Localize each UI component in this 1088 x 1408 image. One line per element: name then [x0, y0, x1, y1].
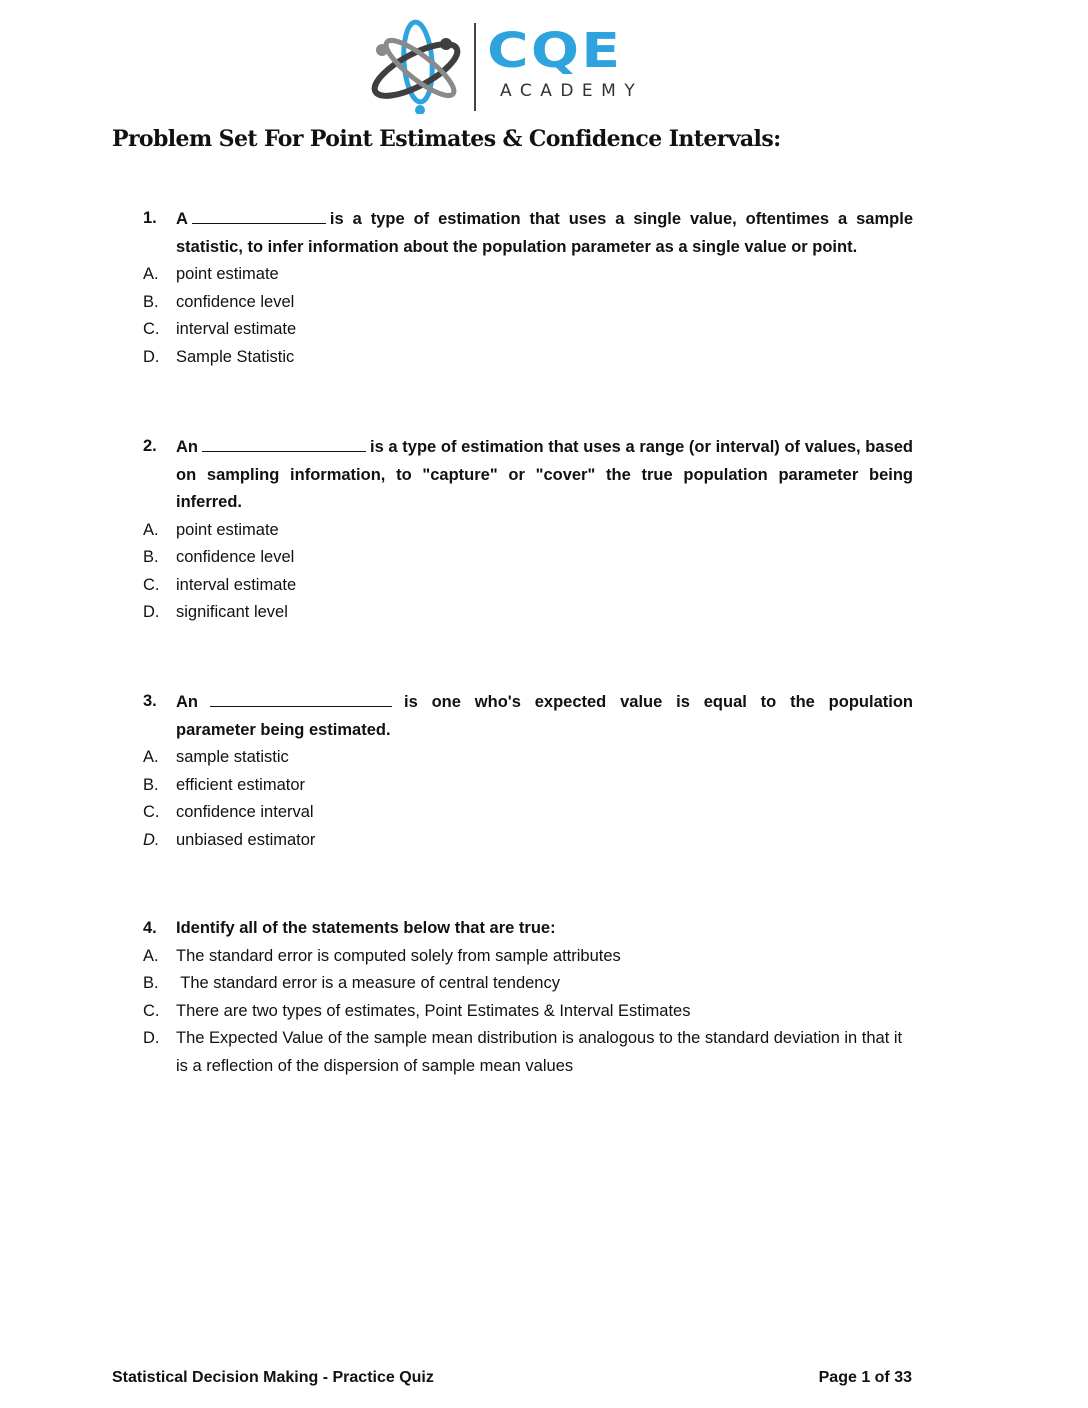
option-a: A. point estimate — [143, 520, 279, 539]
option-c: C. interval estimate — [143, 575, 297, 594]
option-d: D. The Expected Value of the sample mean distribution is analogous to the standard deviation in that it is a reflection of the dispersion of sample mean values — [143, 1029, 903, 1075]
option-b: B. efficient estimator — [143, 775, 306, 794]
question-1 — [143, 205, 913, 371]
answer-blank — [192, 205, 326, 224]
question-number: 2. — [143, 437, 157, 455]
option-d: D. unbiased estimator — [143, 830, 316, 849]
option-b: B. The standard error is a measure of central tendency — [143, 974, 560, 992]
footer-page-number: Page 1 of 33 — [818, 1369, 912, 1386]
option-b: B. confidence level — [143, 292, 295, 311]
question-stem: 1. A is a type of estimation that uses a single value, oftentimes a sample statistic, to infer information about the population parameter as a single value or point. — [143, 205, 913, 261]
options-list — [143, 517, 913, 627]
page-title: Problem Set For Point Estimates & Confidence Intervals: — [112, 126, 781, 152]
logo-wordmark: CQE — [487, 23, 623, 79]
options-list — [143, 744, 913, 854]
question-stem: 3. An is one who's expected value is equal to the population parameter being estimated. — [143, 688, 913, 744]
question-3 — [143, 688, 913, 854]
option-c: C. There are two types of estimates, Point Estimates & Interval Estimates — [143, 1001, 691, 1020]
option-d: D. significant level — [143, 603, 288, 621]
question-4 — [143, 915, 913, 1080]
answer-blank — [210, 688, 392, 707]
option-b: B. confidence level — [143, 548, 295, 566]
footer-document-title: Statistical Decision Making - Practice Quiz — [112, 1369, 434, 1386]
question-number: 4. — [143, 919, 157, 937]
cqe-academy-logo — [366, 18, 661, 114]
option-a: A. point estimate — [143, 265, 279, 283]
option-c: C. interval estimate — [143, 320, 297, 338]
answer-blank — [202, 433, 366, 452]
options-list — [143, 943, 913, 1081]
question-stem: 4. Identify all of the statements below that are true: — [143, 915, 913, 943]
logo-subtitle: ACADEMY — [500, 81, 644, 101]
question-stem: 2. An is a type of estimation that uses a range (or interval) of values, based on sampling information, to "capture" or "cover" the true population parameter being inferred. — [143, 433, 913, 517]
question-number: 3. — [143, 692, 157, 710]
logo-divider — [474, 23, 476, 111]
option-a: A. sample statistic — [143, 748, 289, 766]
option-c: C. confidence interval — [143, 803, 314, 821]
question-2 — [143, 433, 913, 627]
question-number: 1. — [143, 209, 157, 227]
option-d: D. Sample Statistic — [143, 347, 295, 366]
atom-icon — [366, 18, 470, 114]
options-list — [143, 261, 913, 371]
option-a: A. The standard error is computed solely from sample attributes — [143, 946, 621, 965]
